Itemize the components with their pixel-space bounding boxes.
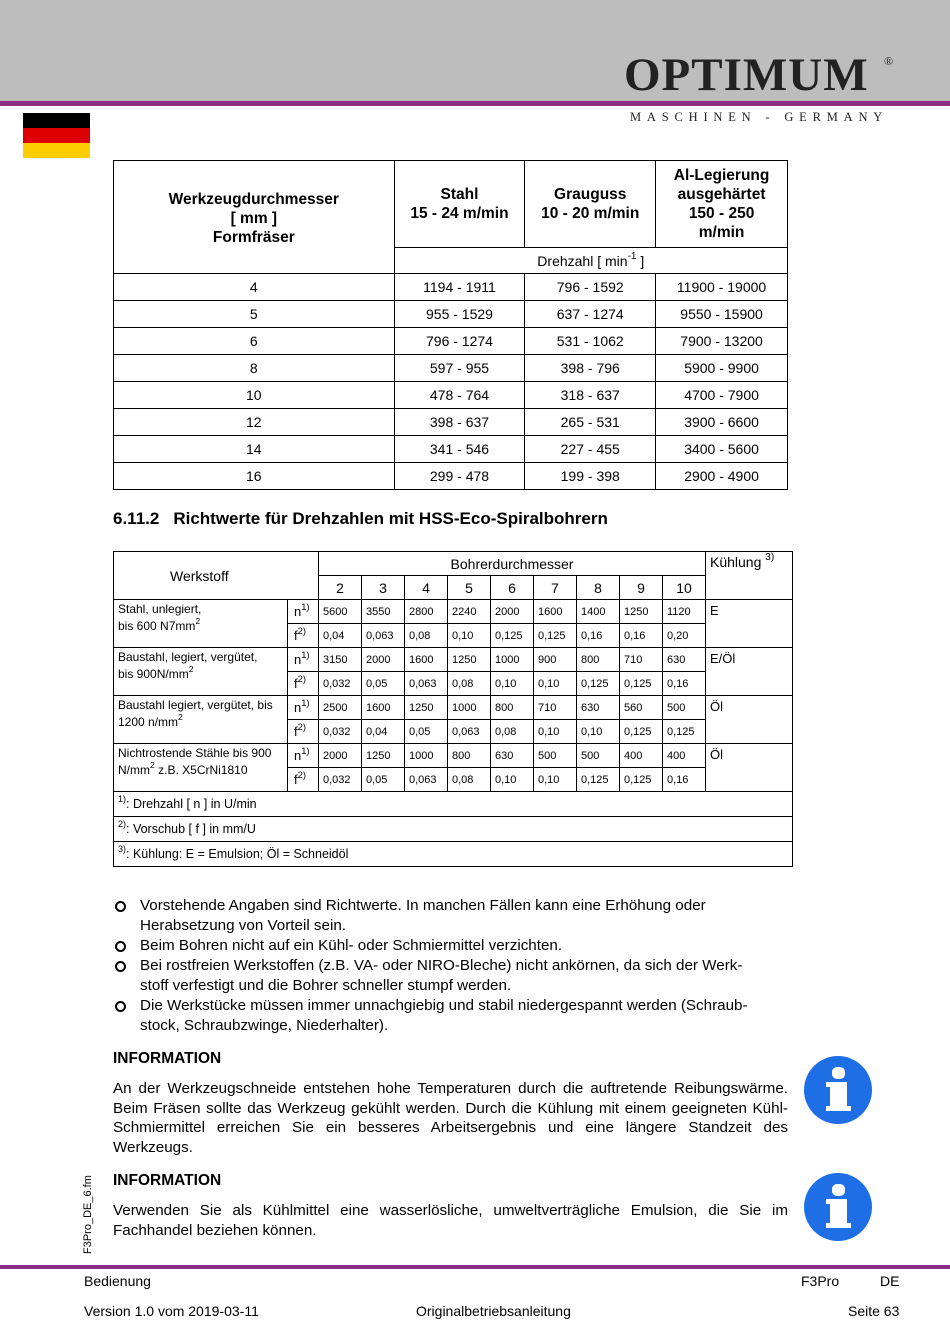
table-row (114, 436, 788, 463)
speed-value: 1000 (448, 696, 491, 720)
table-row (114, 328, 788, 355)
source-file-label: F3Pro_DE_6.fm (82, 1175, 94, 1254)
list-item: Die Werkstücke müssen immer unnachgiebig und stabil niedergespannt werden (Schraub- stock, Schraubzwinge, Niederhalter). (113, 996, 793, 1036)
speed-value: 630 (663, 648, 706, 672)
speed-value: 900 (534, 648, 577, 672)
footnote-row (114, 792, 793, 817)
speed-value: 1250 (405, 696, 448, 720)
feed-symbol: $f^{2)}$ (288, 624, 319, 648)
feed-value: 0,063 (448, 720, 491, 744)
speed-value: 500 (577, 744, 620, 768)
speed-cell: 398 - 637 (394, 409, 525, 436)
feed-value: 0,125 (534, 624, 577, 648)
feed-value: 0,10 (491, 768, 534, 792)
feed-value: 0,063 (405, 672, 448, 696)
feed-value: 0,05 (362, 672, 405, 696)
table-row (114, 382, 788, 409)
drilling-speed-table (113, 551, 793, 867)
col-header-diameter: Werkzeugdurchmesser [ mm ] Formfräser (114, 161, 395, 274)
material-label: Baustahl legiert, vergütet, bis 1200 $n/mm^2$ (114, 696, 288, 744)
footer-document-type: Originalbetriebsanleitung (416, 1303, 571, 1319)
list-item: Beim Bohren nicht auf ein Kühl- oder Schmiermittel verzichten. (113, 936, 793, 956)
diameter-cell: 10 (114, 382, 395, 409)
feed-value: 0,125 (620, 768, 663, 792)
table-row (114, 648, 793, 672)
footer-page-number: Seite 63 (848, 1303, 900, 1319)
material-label: Stahl, unlegiert, bis 600 $N7mm^2$ (114, 600, 288, 648)
drill-diameter-header: 7 (534, 576, 577, 600)
diameter-cell: 14 (114, 436, 395, 463)
feed-value: 0,08 (405, 624, 448, 648)
bullet-icon (115, 901, 126, 912)
bullet-icon (115, 941, 126, 952)
feed-value: 0,05 (362, 768, 405, 792)
speed-cell: 341 - 546 (394, 436, 525, 463)
feed-value: 0,05 (405, 720, 448, 744)
feed-value: 0,125 (577, 768, 620, 792)
drill-diameter-header: 10 (663, 576, 706, 600)
speed-cell: 5900 - 9900 (656, 355, 788, 382)
speed-value: 710 (534, 696, 577, 720)
cooling-value: E (706, 600, 793, 648)
speed-cell: 597 - 955 (394, 355, 525, 382)
list-item: Vorstehende Angaben sind Richtwerte. In manchen Fällen kann eine Erhöhung oder Herabsetzung von Vorteil sein. (113, 896, 793, 936)
drill-diameter-header: 9 (620, 576, 663, 600)
speed-value: 800 (577, 648, 620, 672)
table-row (114, 696, 793, 720)
drill-diameter-header: 5 (448, 576, 491, 600)
information-icon (804, 1173, 872, 1241)
hint-list (113, 896, 793, 1036)
speed-value: 1600 (405, 648, 448, 672)
feed-value: 0,063 (362, 624, 405, 648)
speed-cell: 7900 - 13200 (656, 328, 788, 355)
speed-cell: 531 - 1062 (525, 328, 656, 355)
col-header-cast-iron: Grauguss 10 - 20 m/min (525, 161, 656, 248)
information-icon (804, 1056, 872, 1124)
registered-mark: ® (884, 54, 894, 68)
feed-value: 0,10 (534, 720, 577, 744)
feed-value: 0,125 (620, 672, 663, 696)
speed-cell: 478 - 764 (394, 382, 525, 409)
col-header-steel: Stahl 15 - 24 m/min (394, 161, 525, 248)
feed-value: 0,10 (448, 624, 491, 648)
feed-value: 0,125 (491, 624, 534, 648)
table-row (114, 600, 793, 624)
speed-cell: 318 - 637 (525, 382, 656, 409)
speed-symbol: $n^{1)}$ (288, 744, 319, 768)
unit-label: Drehzahl [ $\min^{-1}$ ] (394, 248, 787, 274)
speed-value: 1400 (577, 600, 620, 624)
speed-value: 1000 (405, 744, 448, 768)
speed-value: 800 (448, 744, 491, 768)
speed-value: 3150 (319, 648, 362, 672)
speed-value: 1250 (362, 744, 405, 768)
speed-value: 560 (620, 696, 663, 720)
feed-value: 0,16 (663, 672, 706, 696)
col-header-drill-diameter: Bohrerdurchmesser (319, 552, 706, 576)
material-label: Nichtrostende Stähle bis 900 $N/mm^2$ z.B. X5CrNi1810 (114, 744, 288, 792)
milling-speed-table (113, 160, 788, 490)
table-row (114, 274, 788, 301)
footnote: $^{1)}$: Drehzahl [ n ] in U/min (114, 792, 793, 817)
footer-rule (0, 1265, 950, 1269)
bullet-icon (115, 1001, 126, 1012)
speed-value: 2000 (362, 648, 405, 672)
speed-symbol: $n^{1)}$ (288, 600, 319, 624)
speed-value: 500 (663, 696, 706, 720)
speed-value: 1250 (620, 600, 663, 624)
speed-value: 1250 (448, 648, 491, 672)
speed-cell: 11900 - 19000 (656, 274, 788, 301)
feed-value: 0,125 (620, 720, 663, 744)
header-rule (0, 101, 950, 106)
footer-language: DE (880, 1273, 900, 1289)
drill-diameter-header: 4 (405, 576, 448, 600)
feed-value: 0,04 (362, 720, 405, 744)
drill-diameter-header: 2 (319, 576, 362, 600)
speed-value: 1000 (491, 648, 534, 672)
speed-cell: 299 - 478 (394, 463, 525, 490)
speed-value: 500 (534, 744, 577, 768)
footnote-row (114, 842, 793, 867)
table-row (114, 463, 788, 490)
speed-cell: 2900 - 4900 (656, 463, 788, 490)
speed-cell: 637 - 1274 (525, 301, 656, 328)
drill-diameter-header: 8 (577, 576, 620, 600)
cooling-value: Öl (706, 744, 793, 792)
feed-value: 0,10 (534, 672, 577, 696)
brand-logo: OPTIMUM (624, 49, 869, 101)
german-flag-icon (23, 113, 90, 158)
feed-value: 0,16 (620, 624, 663, 648)
info-text-2: Verwenden Sie als Kühlmittel eine wasserlösliche, umweltverträgliche Emulsion, die Sie im Fachhandel beziehen können. (113, 1202, 788, 1239)
feed-value: 0,16 (577, 624, 620, 648)
diameter-cell: 6 (114, 328, 395, 355)
feed-value: 0,20 (663, 624, 706, 648)
col-header-aluminium: Al-Legierung ausgehärtet 150 - 250 m/min (656, 161, 788, 248)
drill-diameter-header: 3 (362, 576, 405, 600)
speed-cell: 796 - 1274 (394, 328, 525, 355)
info-text-1: An der Werkzeugschneide entstehen hohe Temperaturen durch die auftretende Reibungswärme. Beim Fräsen sollte das Werkzeug gekühlt werden. Durch die Kühlung mit einem geeigneten Kühl-Schmiermittel erreichen Sie ein besseres Arbeitsergebnis und eine längere Standzeit des Werkzeugs. (113, 1080, 788, 1156)
footnote: $^{2)}$: Vorschub [ f ] in mm/U (114, 817, 793, 842)
feed-value: 0,125 (577, 672, 620, 696)
info-title-2: INFORMATION (113, 1172, 222, 1189)
speed-value: 710 (620, 648, 663, 672)
feed-value: 0,04 (319, 624, 362, 648)
speed-cell: 398 - 796 (525, 355, 656, 382)
speed-symbol: $n^{1)}$ (288, 648, 319, 672)
feed-value: 0,10 (577, 720, 620, 744)
bullet-icon (115, 961, 126, 972)
section-heading: 6.11.2 Richtwerte für Drehzahlen mit HSS-Eco-Spiralbohrern (113, 509, 608, 528)
material-label: Baustahl, legiert, vergütet, bis $900N/mm^2$ (114, 648, 288, 696)
speed-value: 400 (663, 744, 706, 768)
speed-value: 1120 (663, 600, 706, 624)
list-item: Bei rostfreien Werkstoffen (z.B. VA- oder NIRO-Bleche) nicht ankörnen, da sich der Werk- stoff verfestigt und die Bohrer schneller stumpf werden. (113, 956, 793, 996)
speed-value: 800 (491, 696, 534, 720)
diameter-cell: 5 (114, 301, 395, 328)
feed-value: 0,125 (663, 720, 706, 744)
feed-value: 0,063 (405, 768, 448, 792)
feed-value: 0,032 (319, 768, 362, 792)
info-title-1: INFORMATION (113, 1050, 222, 1067)
speed-value: 2800 (405, 600, 448, 624)
footer-version: Version 1.0 vom 2019-03-11 (84, 1303, 259, 1319)
footnote-row (114, 817, 793, 842)
feed-symbol: $f^{2)}$ (288, 720, 319, 744)
speed-value: 1600 (534, 600, 577, 624)
feed-value: 0,16 (663, 768, 706, 792)
speed-value: 2000 (319, 744, 362, 768)
diameter-cell: 12 (114, 409, 395, 436)
table-row (114, 301, 788, 328)
feed-value: 0,10 (534, 768, 577, 792)
speed-value: 630 (577, 696, 620, 720)
feed-symbol: $f^{2)}$ (288, 672, 319, 696)
speed-value: 1600 (362, 696, 405, 720)
speed-value: 5600 (319, 600, 362, 624)
feed-value: 0,08 (448, 672, 491, 696)
speed-cell: 1194 - 1911 (394, 274, 525, 301)
speed-value: 400 (620, 744, 663, 768)
feed-value: 0,032 (319, 720, 362, 744)
footer-chapter: Bedienung (84, 1273, 151, 1289)
speed-cell: 796 - 1592 (525, 274, 656, 301)
diameter-cell: 16 (114, 463, 395, 490)
table-row (114, 744, 793, 768)
footnote: $^{3)}$: Kühlung: E = Emulsion; Öl = Schneidöl (114, 842, 793, 867)
diameter-cell: 8 (114, 355, 395, 382)
speed-cell: 199 - 398 (525, 463, 656, 490)
table-row (114, 355, 788, 382)
drill-diameter-header: 6 (491, 576, 534, 600)
footer-model: F3Pro (801, 1273, 840, 1289)
table-row (114, 409, 788, 436)
speed-value: 2500 (319, 696, 362, 720)
speed-cell: 4700 - 7900 (656, 382, 788, 409)
feed-value: 0,032 (319, 672, 362, 696)
speed-symbol: $n^{1)}$ (288, 696, 319, 720)
speed-value: 630 (491, 744, 534, 768)
cooling-value: Öl (706, 696, 793, 744)
feed-symbol: $f^{2)}$ (288, 768, 319, 792)
col-header-material: Werkstoff (114, 552, 319, 600)
speed-cell: 9550 - 15900 (656, 301, 788, 328)
feed-value: 0,08 (491, 720, 534, 744)
col-header-cooling: Kühlung $^{3)}$ (706, 552, 793, 600)
feed-value: 0,08 (448, 768, 491, 792)
speed-cell: 3400 - 5600 (656, 436, 788, 463)
speed-value: 2000 (491, 600, 534, 624)
speed-cell: 227 - 455 (525, 436, 656, 463)
brand-tagline: MASCHINEN - GERMANY (630, 110, 889, 124)
speed-value: 2240 (448, 600, 491, 624)
feed-value: 0,10 (491, 672, 534, 696)
speed-value: 3550 (362, 600, 405, 624)
speed-cell: 955 - 1529 (394, 301, 525, 328)
speed-cell: 265 - 531 (525, 409, 656, 436)
cooling-value: E/Öl (706, 648, 793, 696)
diameter-cell: 4 (114, 274, 395, 301)
speed-cell: 3900 - 6600 (656, 409, 788, 436)
